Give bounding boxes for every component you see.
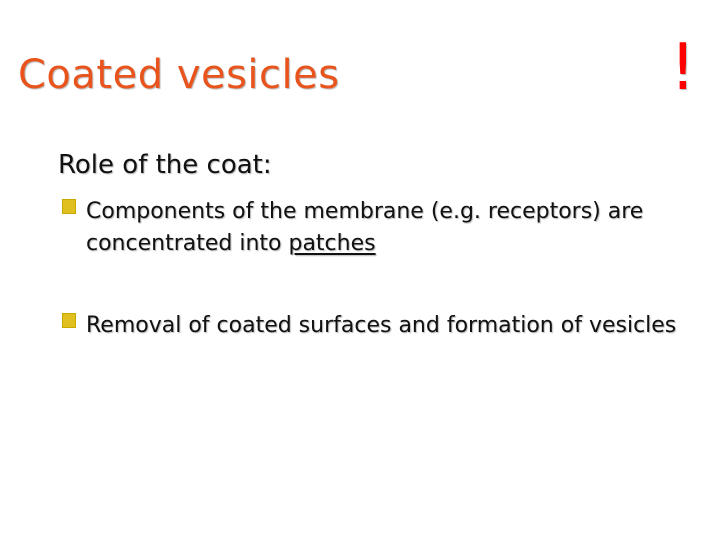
bullet-text: Components of the membrane (e.g. receptors) are concentrated into — [86, 199, 644, 256]
square-bullet-icon — [62, 313, 76, 328]
slide-title: Coated vesicles — [18, 52, 340, 98]
bullet-item — [86, 196, 706, 260]
square-bullet-icon — [62, 199, 76, 214]
underlined-term: patches — [288, 231, 376, 256]
bullet-text: Removal of coated surfaces and formation of vesicles — [86, 313, 677, 338]
exclamation-mark: ! — [670, 31, 696, 105]
bullet-item — [86, 310, 706, 342]
subheading: Role of the coat: — [58, 150, 272, 180]
